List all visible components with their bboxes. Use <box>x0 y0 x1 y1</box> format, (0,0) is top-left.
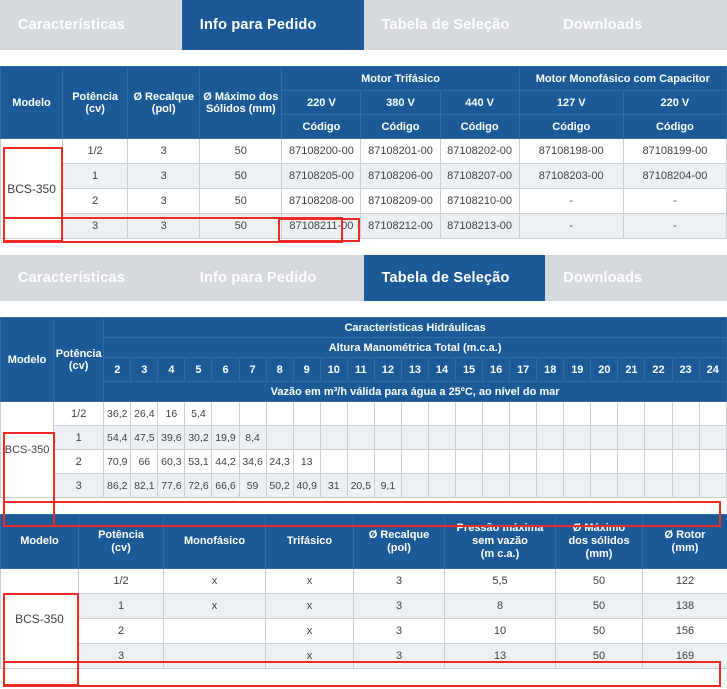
cell-vazao <box>428 450 455 474</box>
cell-monofasico: x <box>164 569 266 594</box>
cell-vazao: 5,4 <box>185 402 212 426</box>
th-potencia-line1: Potência <box>55 347 102 360</box>
cell-potencia: 2 <box>79 619 164 644</box>
cell-rotor: 156 <box>643 619 727 644</box>
cell-codigo-127-mono: - <box>519 214 623 239</box>
cell-vazao: 50,2 <box>266 474 293 498</box>
table-especificacoes <box>0 514 727 669</box>
cell-vazao: 24,3 <box>266 450 293 474</box>
cell-vazao <box>537 474 564 498</box>
cell-vazao <box>483 426 510 450</box>
cell-codigo-220-mono: 87108199-00 <box>623 139 726 164</box>
th-rotor-line1: Ø Rotor <box>664 528 706 541</box>
tab-info-para-pedido[interactable] <box>182 0 364 50</box>
tab-label: Características <box>18 17 125 33</box>
th-altura-5: 5 <box>185 358 212 382</box>
cell-recalque: 3 <box>128 164 200 189</box>
th-potencia <box>54 318 104 402</box>
tab-label: Tabela de Seleção <box>381 17 510 33</box>
th-altura-23: 23 <box>672 358 699 382</box>
th-potencia <box>63 67 128 139</box>
th-solidos-line2: Sólidos (mm) <box>205 102 276 115</box>
cell-codigo-220-mono: 87108204-00 <box>623 164 726 189</box>
cell-codigo-220-tri: 87108205-00 <box>282 164 361 189</box>
cell-vazao: 39,6 <box>158 426 185 450</box>
th-altura-15: 15 <box>456 358 483 382</box>
cell-vazao <box>672 450 699 474</box>
cell-codigo-220-mono: - <box>623 189 726 214</box>
cell-vazao <box>293 426 320 450</box>
cell-trifasico: x <box>266 619 354 644</box>
th-altura-manometrica: Altura Manométrica Total (m.c.a.) <box>104 338 727 358</box>
cell-vazao <box>374 402 401 426</box>
cell-vazao <box>320 426 347 450</box>
cell-codigo-220-tri: 87108200-00 <box>282 139 361 164</box>
cell-vazao: 36,2 <box>104 402 131 426</box>
cell-vazao <box>699 450 726 474</box>
cell-vazao <box>428 474 455 498</box>
cell-monofasico <box>164 619 266 644</box>
cell-vazao <box>483 402 510 426</box>
th-440v-tri: 440 V <box>440 91 519 115</box>
cell-vazao: 82,1 <box>131 474 158 498</box>
cell-vazao: 72,6 <box>185 474 212 498</box>
th-monofasico: Monofásico <box>164 515 266 569</box>
th-127v-mono: 127 V <box>519 91 623 115</box>
cell-vazao <box>266 426 293 450</box>
th-solidos-line3: (mm) <box>585 548 613 560</box>
cell-vazao <box>401 402 428 426</box>
cell-vazao <box>591 450 618 474</box>
tab-label: Info para Pedido <box>199 270 317 286</box>
cell-codigo-380-tri: 87108209-00 <box>361 189 440 214</box>
th-motor-monofasico: Motor Monofásico com Capacitor <box>519 67 726 91</box>
cell-vazao <box>672 402 699 426</box>
cell-vazao: 44,2 <box>212 450 239 474</box>
cell-pressao: 5,5 <box>445 569 556 594</box>
cell-vazao: 9,1 <box>374 474 401 498</box>
th-pressao-line1: Pressão máxima <box>456 522 544 534</box>
cell-vazao <box>672 426 699 450</box>
table-body <box>1 569 727 669</box>
cell-potencia: 3 <box>63 214 128 239</box>
cell-rotor: 122 <box>643 569 727 594</box>
th-altura-19: 19 <box>564 358 591 382</box>
cell-vazao <box>645 402 672 426</box>
th-altura-10: 10 <box>320 358 347 382</box>
th-altura-12: 12 <box>374 358 401 382</box>
cell-vazao <box>456 474 483 498</box>
table-body <box>1 402 727 498</box>
cell-vazao <box>645 426 672 450</box>
cell-modelo: BCS-350 <box>1 569 79 669</box>
cell-trifasico: x <box>266 569 354 594</box>
tab-label: Info para Pedido <box>199 17 317 33</box>
th-vazao-note: Vazão em m³/h válida para água a 25ºC, ao nível do mar <box>104 382 727 402</box>
cell-recalque: 3 <box>354 594 445 619</box>
th-codigo-220-mono: Código <box>623 115 726 139</box>
th-potencia-line2: (cv) <box>68 359 89 372</box>
th-recalque-line2: (pol) <box>151 102 176 115</box>
th-recalque-line1: Ø Recalque <box>368 528 430 541</box>
th-220v-tri: 220 V <box>282 91 361 115</box>
table-row <box>1 164 727 189</box>
cell-vazao: 20,5 <box>347 474 374 498</box>
table-row <box>1 619 727 644</box>
cell-recalque: 3 <box>354 644 445 669</box>
cell-vazao <box>239 402 266 426</box>
cell-vazao <box>428 402 455 426</box>
cell-codigo-220-mono: - <box>623 214 726 239</box>
cell-vazao <box>618 474 645 498</box>
table-row <box>1 474 727 498</box>
th-recalque <box>128 67 200 139</box>
th-solidos-line1: Ø Máximo dos <box>203 90 279 103</box>
cell-trifasico: x <box>266 644 354 669</box>
cell-vazao: 26,4 <box>131 402 158 426</box>
th-solidos <box>200 67 282 139</box>
cell-codigo-127-mono: - <box>519 189 623 214</box>
th-altura-8: 8 <box>266 358 293 382</box>
tabbar-second <box>0 255 727 301</box>
cell-potencia: 1/2 <box>54 402 104 426</box>
cell-codigo-127-mono: 87108203-00 <box>519 164 623 189</box>
cell-vazao: 30,2 <box>185 426 212 450</box>
cell-vazao: 70,9 <box>104 450 131 474</box>
cell-recalque: 3 <box>354 569 445 594</box>
cell-vazao <box>510 474 537 498</box>
table-info-pedido <box>0 66 727 239</box>
tab2-tabela-de-selecao[interactable] <box>364 255 546 301</box>
cell-potencia: 2 <box>54 450 104 474</box>
cell-vazao <box>320 450 347 474</box>
cell-recalque: 3 <box>128 214 200 239</box>
cell-vazao: 34,6 <box>239 450 266 474</box>
cell-vazao <box>564 474 591 498</box>
table-header <box>1 67 727 139</box>
th-modelo: Modelo <box>1 515 79 569</box>
cell-codigo-380-tri: 87108201-00 <box>361 139 440 164</box>
cell-vazao <box>293 402 320 426</box>
cell-potencia: 1/2 <box>79 569 164 594</box>
cell-vazao <box>347 426 374 450</box>
spacer <box>0 50 727 66</box>
cell-vazao <box>537 450 564 474</box>
cell-vazao <box>564 402 591 426</box>
cell-codigo-440-tri: 87108207-00 <box>440 164 519 189</box>
cell-solidos: 50 <box>200 214 282 239</box>
cell-rotor: 138 <box>643 594 727 619</box>
cell-vazao: 47,5 <box>131 426 158 450</box>
table-row <box>1 426 727 450</box>
cell-modelo: BCS-350 <box>1 402 54 498</box>
cell-potencia: 1/2 <box>63 139 128 164</box>
cell-vazao <box>212 402 239 426</box>
th-220v-mono: 220 V <box>623 91 726 115</box>
table-row <box>1 450 727 474</box>
th-pressao-maxima <box>445 515 556 569</box>
tabbar-top <box>0 0 727 50</box>
cell-vazao <box>483 474 510 498</box>
cell-vazao <box>699 402 726 426</box>
cell-vazao <box>483 450 510 474</box>
cell-vazao <box>266 402 293 426</box>
table-header <box>1 515 727 569</box>
cell-vazao: 16 <box>158 402 185 426</box>
cell-vazao <box>347 450 374 474</box>
th-altura-16: 16 <box>483 358 510 382</box>
cell-vazao: 40,9 <box>293 474 320 498</box>
cell-vazao: 54,4 <box>104 426 131 450</box>
tab-label: Downloads <box>563 17 643 33</box>
spacer <box>0 239 727 255</box>
cell-vazao <box>456 402 483 426</box>
th-altura-2: 2 <box>104 358 131 382</box>
cell-potencia: 1 <box>54 426 104 450</box>
th-caracteristicas-hidraulicas: Características Hidráulicas <box>104 318 727 338</box>
cell-vazao <box>672 474 699 498</box>
table-header <box>1 318 727 402</box>
th-altura-11: 11 <box>347 358 374 382</box>
cell-vazao: 19,9 <box>212 426 239 450</box>
table-row <box>1 402 727 426</box>
tab-label: Tabela de Seleção <box>381 270 510 286</box>
cell-solidos: 50 <box>200 164 282 189</box>
spacer <box>0 498 727 514</box>
cell-potencia: 3 <box>54 474 104 498</box>
cell-vazao <box>618 426 645 450</box>
tab-caracteristicas[interactable] <box>0 0 182 50</box>
cell-potencia: 3 <box>79 644 164 669</box>
th-recalque <box>354 515 445 569</box>
cell-recalque: 3 <box>354 619 445 644</box>
th-altura-17: 17 <box>510 358 537 382</box>
table-row <box>1 139 727 164</box>
th-recalque-line1: Ø Recalque <box>133 90 194 103</box>
cell-vazao <box>591 402 618 426</box>
th-solidos-line1: Ø Máximo <box>572 522 626 534</box>
cell-vazao <box>347 402 374 426</box>
th-modelo: Modelo <box>1 67 63 139</box>
tab-label: Downloads <box>563 270 643 286</box>
th-altura-14: 14 <box>428 358 455 382</box>
cell-rotor: 169 <box>643 644 727 669</box>
cell-vazao: 53,1 <box>185 450 212 474</box>
cell-vazao <box>401 426 428 450</box>
th-codigo-127-mono: Código <box>519 115 623 139</box>
th-potencia-line1: Potência <box>98 528 144 541</box>
cell-vazao <box>401 450 428 474</box>
cell-trifasico: x <box>266 594 354 619</box>
cell-vazao <box>510 450 537 474</box>
cell-vazao <box>510 426 537 450</box>
cell-vazao: 60,3 <box>158 450 185 474</box>
th-modelo: Modelo <box>1 318 54 402</box>
th-potencia-line1: Potência <box>72 90 119 103</box>
table-body <box>1 139 727 239</box>
table-row <box>1 644 727 669</box>
cell-vazao: 8,4 <box>239 426 266 450</box>
cell-vazao <box>374 450 401 474</box>
table-row <box>1 594 727 619</box>
cell-vazao <box>699 474 726 498</box>
cell-solidos: 50 <box>200 189 282 214</box>
cell-vazao <box>537 402 564 426</box>
th-pressao-line2: sem vazão <box>472 535 528 547</box>
th-altura-3: 3 <box>131 358 158 382</box>
cell-vazao <box>401 474 428 498</box>
cell-monofasico <box>164 644 266 669</box>
cell-vazao: 66 <box>131 450 158 474</box>
cell-recalque: 3 <box>128 139 200 164</box>
cell-vazao <box>456 450 483 474</box>
cell-potencia: 2 <box>63 189 128 214</box>
th-recalque-line2: (pol) <box>387 541 411 554</box>
cell-solidos: 50 <box>556 619 643 644</box>
th-altura-18: 18 <box>537 358 564 382</box>
th-codigo-380-tri: Código <box>361 115 440 139</box>
cell-codigo-380-tri: 87108206-00 <box>361 164 440 189</box>
cell-vazao <box>510 402 537 426</box>
cell-vazao <box>564 426 591 450</box>
cell-pressao: 8 <box>445 594 556 619</box>
cell-potencia: 1 <box>79 594 164 619</box>
cell-modelo: BCS-350 <box>1 139 63 239</box>
cell-vazao <box>374 426 401 450</box>
cell-vazao <box>456 426 483 450</box>
tab2-downloads[interactable] <box>545 255 727 301</box>
cell-vazao <box>618 450 645 474</box>
tab2-caracteristicas[interactable] <box>0 255 182 301</box>
cell-potencia: 1 <box>63 164 128 189</box>
cell-vazao <box>645 450 672 474</box>
th-solidos <box>556 515 643 569</box>
cell-vazao <box>591 474 618 498</box>
cell-vazao <box>537 426 564 450</box>
cell-vazao <box>618 402 645 426</box>
th-trifasico: Trifásico <box>266 515 354 569</box>
cell-codigo-440-tri: 87108202-00 <box>440 139 519 164</box>
cell-codigo-440-tri: 87108210-00 <box>440 189 519 214</box>
cell-vazao: 86,2 <box>104 474 131 498</box>
th-pressao-line3: (m c.a.) <box>480 548 520 560</box>
th-altura-7: 7 <box>239 358 266 382</box>
cell-pressao: 10 <box>445 619 556 644</box>
th-altura-22: 22 <box>645 358 672 382</box>
th-codigo-220-tri: Código <box>282 115 361 139</box>
th-altura-20: 20 <box>591 358 618 382</box>
cell-vazao <box>699 426 726 450</box>
tab-tabela-de-selecao[interactable] <box>364 0 546 50</box>
cell-vazao: 31 <box>320 474 347 498</box>
cell-codigo-220-tri: 87108211-00 <box>282 214 361 239</box>
th-potencia-line2: (cv) <box>85 102 105 115</box>
cell-codigo-380-tri: 87108212-00 <box>361 214 440 239</box>
cell-vazao <box>564 450 591 474</box>
cell-vazao <box>320 402 347 426</box>
cell-vazao <box>591 426 618 450</box>
th-motor-trifasico: Motor Trifásico <box>282 67 519 91</box>
th-380v-tri: 380 V <box>361 91 440 115</box>
th-altura-9: 9 <box>293 358 320 382</box>
th-codigo-440-tri: Código <box>440 115 519 139</box>
table-selecao <box>0 317 727 498</box>
th-rotor-line2: (mm) <box>671 541 699 554</box>
table-row <box>1 569 727 594</box>
cell-pressao: 13 <box>445 644 556 669</box>
cell-codigo-127-mono: 87108198-00 <box>519 139 623 164</box>
th-altura-24: 24 <box>699 358 726 382</box>
cell-vazao <box>645 474 672 498</box>
cell-codigo-220-tri: 87108208-00 <box>282 189 361 214</box>
th-potencia-line2: (cv) <box>111 541 131 554</box>
th-altura-cols-row <box>1 358 727 382</box>
spacer <box>0 301 727 317</box>
cell-monofasico: x <box>164 594 266 619</box>
th-altura-6: 6 <box>212 358 239 382</box>
cell-vazao: 59 <box>239 474 266 498</box>
cell-vazao: 13 <box>293 450 320 474</box>
cell-solidos: 50 <box>200 139 282 164</box>
th-rotor <box>643 515 727 569</box>
tab2-info-para-pedido[interactable] <box>182 255 364 301</box>
th-solidos-line2: dos sólidos <box>568 535 630 547</box>
cell-vazao: 66,6 <box>212 474 239 498</box>
th-altura-21: 21 <box>618 358 645 382</box>
cell-solidos: 50 <box>556 569 643 594</box>
tab-label: Características <box>18 270 125 286</box>
cell-vazao <box>428 426 455 450</box>
th-potencia <box>79 515 164 569</box>
cell-solidos: 50 <box>556 644 643 669</box>
table-row <box>1 189 727 214</box>
cell-solidos: 50 <box>556 594 643 619</box>
cell-vazao: 77,6 <box>158 474 185 498</box>
th-altura-13: 13 <box>401 358 428 382</box>
cell-codigo-440-tri: 87108213-00 <box>440 214 519 239</box>
table-row <box>1 214 727 239</box>
th-altura-4: 4 <box>158 358 185 382</box>
tab-downloads[interactable] <box>545 0 727 50</box>
cell-recalque: 3 <box>128 189 200 214</box>
